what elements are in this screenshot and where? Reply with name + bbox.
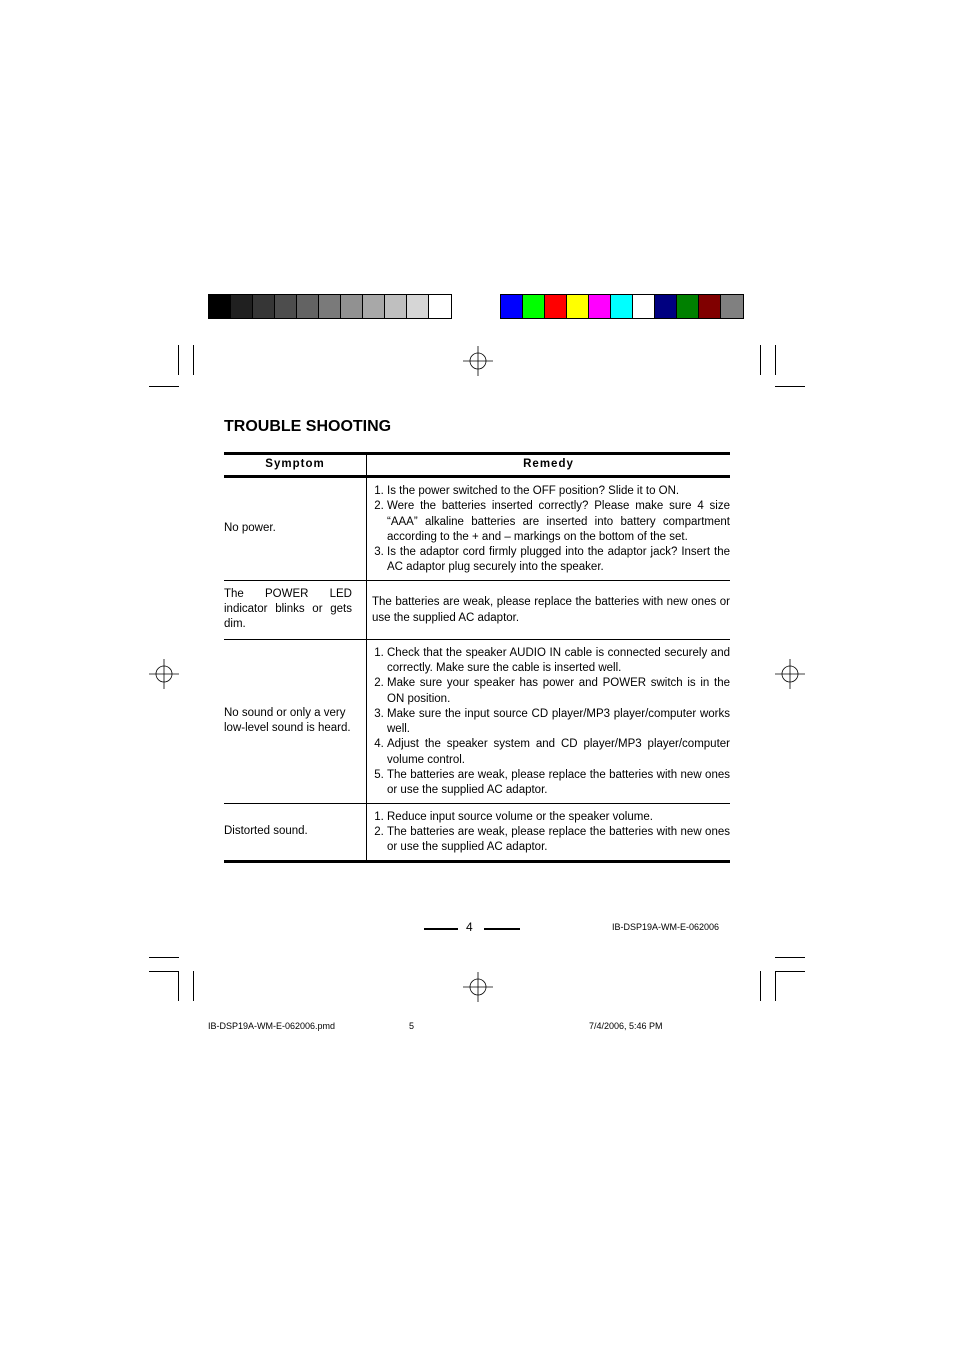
gray-swatch xyxy=(209,295,231,318)
table-header-row xyxy=(224,454,730,477)
remedy-item: 5. The batteries are weak, please replace the batteries with new ones or use the supplied AC adaptor. xyxy=(387,768,730,799)
remedy-item: 2. Make sure your speaker has power and POWER switch is in the ON position. xyxy=(387,676,730,707)
registration-mark-icon xyxy=(149,659,179,689)
gray-swatch xyxy=(341,295,363,318)
gray-swatch xyxy=(429,295,451,318)
crop-mark xyxy=(193,971,194,1001)
remedy-item: 3. Make sure the input source CD player/MP3 player/computer works well. xyxy=(387,707,730,738)
crop-mark xyxy=(149,386,179,387)
gray-swatch xyxy=(231,295,253,318)
footer-sheet-number: 5 xyxy=(409,1021,415,1031)
remedy-list xyxy=(372,484,730,576)
table-row xyxy=(224,580,730,639)
crop-mark xyxy=(775,957,805,958)
crop-mark xyxy=(149,971,179,972)
gray-swatch xyxy=(407,295,429,318)
remedy-item: 1. Reduce input source volume or the speaker volume. xyxy=(387,810,730,825)
registration-mark-icon xyxy=(463,346,493,376)
remedy-item: 2. The batteries are weak, please replace the batteries with new ones or use the supplied AC adaptor. xyxy=(387,825,730,856)
color-swatch xyxy=(589,295,611,318)
remedy-list xyxy=(372,810,730,856)
crop-mark xyxy=(775,386,805,387)
crop-mark xyxy=(760,971,761,1001)
remedy-item: 2. Were the batteries inserted correctly? Please make sure 4 size “AAA” alkaline batteries are inserted into battery compartment according to the + and – markings on the bottom of the set. xyxy=(387,499,730,545)
color-swatch xyxy=(567,295,589,318)
document-code: IB-DSP19A-WM-E-062006 xyxy=(612,922,720,932)
crop-mark xyxy=(775,971,776,1001)
gray-swatch xyxy=(297,295,319,318)
color-swatch xyxy=(501,295,523,318)
gray-swatch xyxy=(319,295,341,318)
gray-swatch xyxy=(363,295,385,318)
remedy-item: 1. Check that the speaker AUDIO IN cable is connected securely and correctly. Make sure the cable is inserted well. xyxy=(387,646,730,677)
symptom-header: Symptom xyxy=(265,458,325,471)
grayscale-calibration-bar xyxy=(208,294,452,319)
color-calibration-bar xyxy=(500,294,744,319)
remedy-item: 4. Adjust the speaker system and CD player/MP3 player/computer volume control. xyxy=(387,737,730,768)
remedy-cell: The batteries are weak, please replace the batteries with new ones or use the supplied AC adaptor. xyxy=(367,580,731,639)
crop-mark xyxy=(178,971,179,1001)
page-number-dash-right xyxy=(484,928,520,930)
crop-mark xyxy=(775,345,776,375)
color-swatch xyxy=(633,295,655,318)
remedy-item: 3. Is the adaptor cord firmly plugged into the adaptor jack? Insert the AC adaptor plug securely into the speaker. xyxy=(387,545,730,576)
symptom-cell: No power. xyxy=(224,522,276,535)
color-swatch xyxy=(699,295,721,318)
registration-mark-icon xyxy=(463,972,493,1002)
color-swatch xyxy=(655,295,677,318)
color-swatch xyxy=(545,295,567,318)
color-swatch xyxy=(677,295,699,318)
color-swatch xyxy=(611,295,633,318)
registration-mark-icon xyxy=(775,659,805,689)
footer-filename: IB-DSP19A-WM-E-062006.pmd xyxy=(208,1021,336,1031)
remedy-cell xyxy=(367,477,731,581)
table-row xyxy=(224,639,730,803)
trouble-shooting-table xyxy=(224,452,730,863)
footer-timestamp: 7/4/2006, 5:46 PM xyxy=(589,1021,663,1031)
color-swatch xyxy=(523,295,545,318)
table-row xyxy=(224,803,730,861)
remedy-list xyxy=(372,646,730,799)
remedy-header: Remedy xyxy=(367,454,731,477)
table-row xyxy=(224,477,730,581)
gray-swatch xyxy=(275,295,297,318)
crop-mark xyxy=(760,345,761,375)
gray-swatch xyxy=(253,295,275,318)
color-swatch xyxy=(721,295,743,318)
gray-swatch xyxy=(385,295,407,318)
page-title: TROUBLE SHOOTING xyxy=(224,418,392,435)
remedy-item: 1. Is the power switched to the OFF position? Slide it to ON. xyxy=(387,484,730,499)
crop-mark xyxy=(193,345,194,375)
remedy-cell xyxy=(367,803,731,861)
symptom-cell: The POWER LED indicator blinks or gets dim. xyxy=(224,587,352,631)
page-number: 4 xyxy=(466,920,473,934)
crop-mark xyxy=(149,957,179,958)
crop-mark xyxy=(178,345,179,375)
symptom-cell: No sound or only a very low-level sound is heard. xyxy=(224,706,351,735)
page-number-dash-left xyxy=(424,928,458,930)
remedy-cell xyxy=(367,639,731,803)
symptom-cell: Distorted sound. xyxy=(224,824,308,837)
crop-mark xyxy=(775,971,805,972)
